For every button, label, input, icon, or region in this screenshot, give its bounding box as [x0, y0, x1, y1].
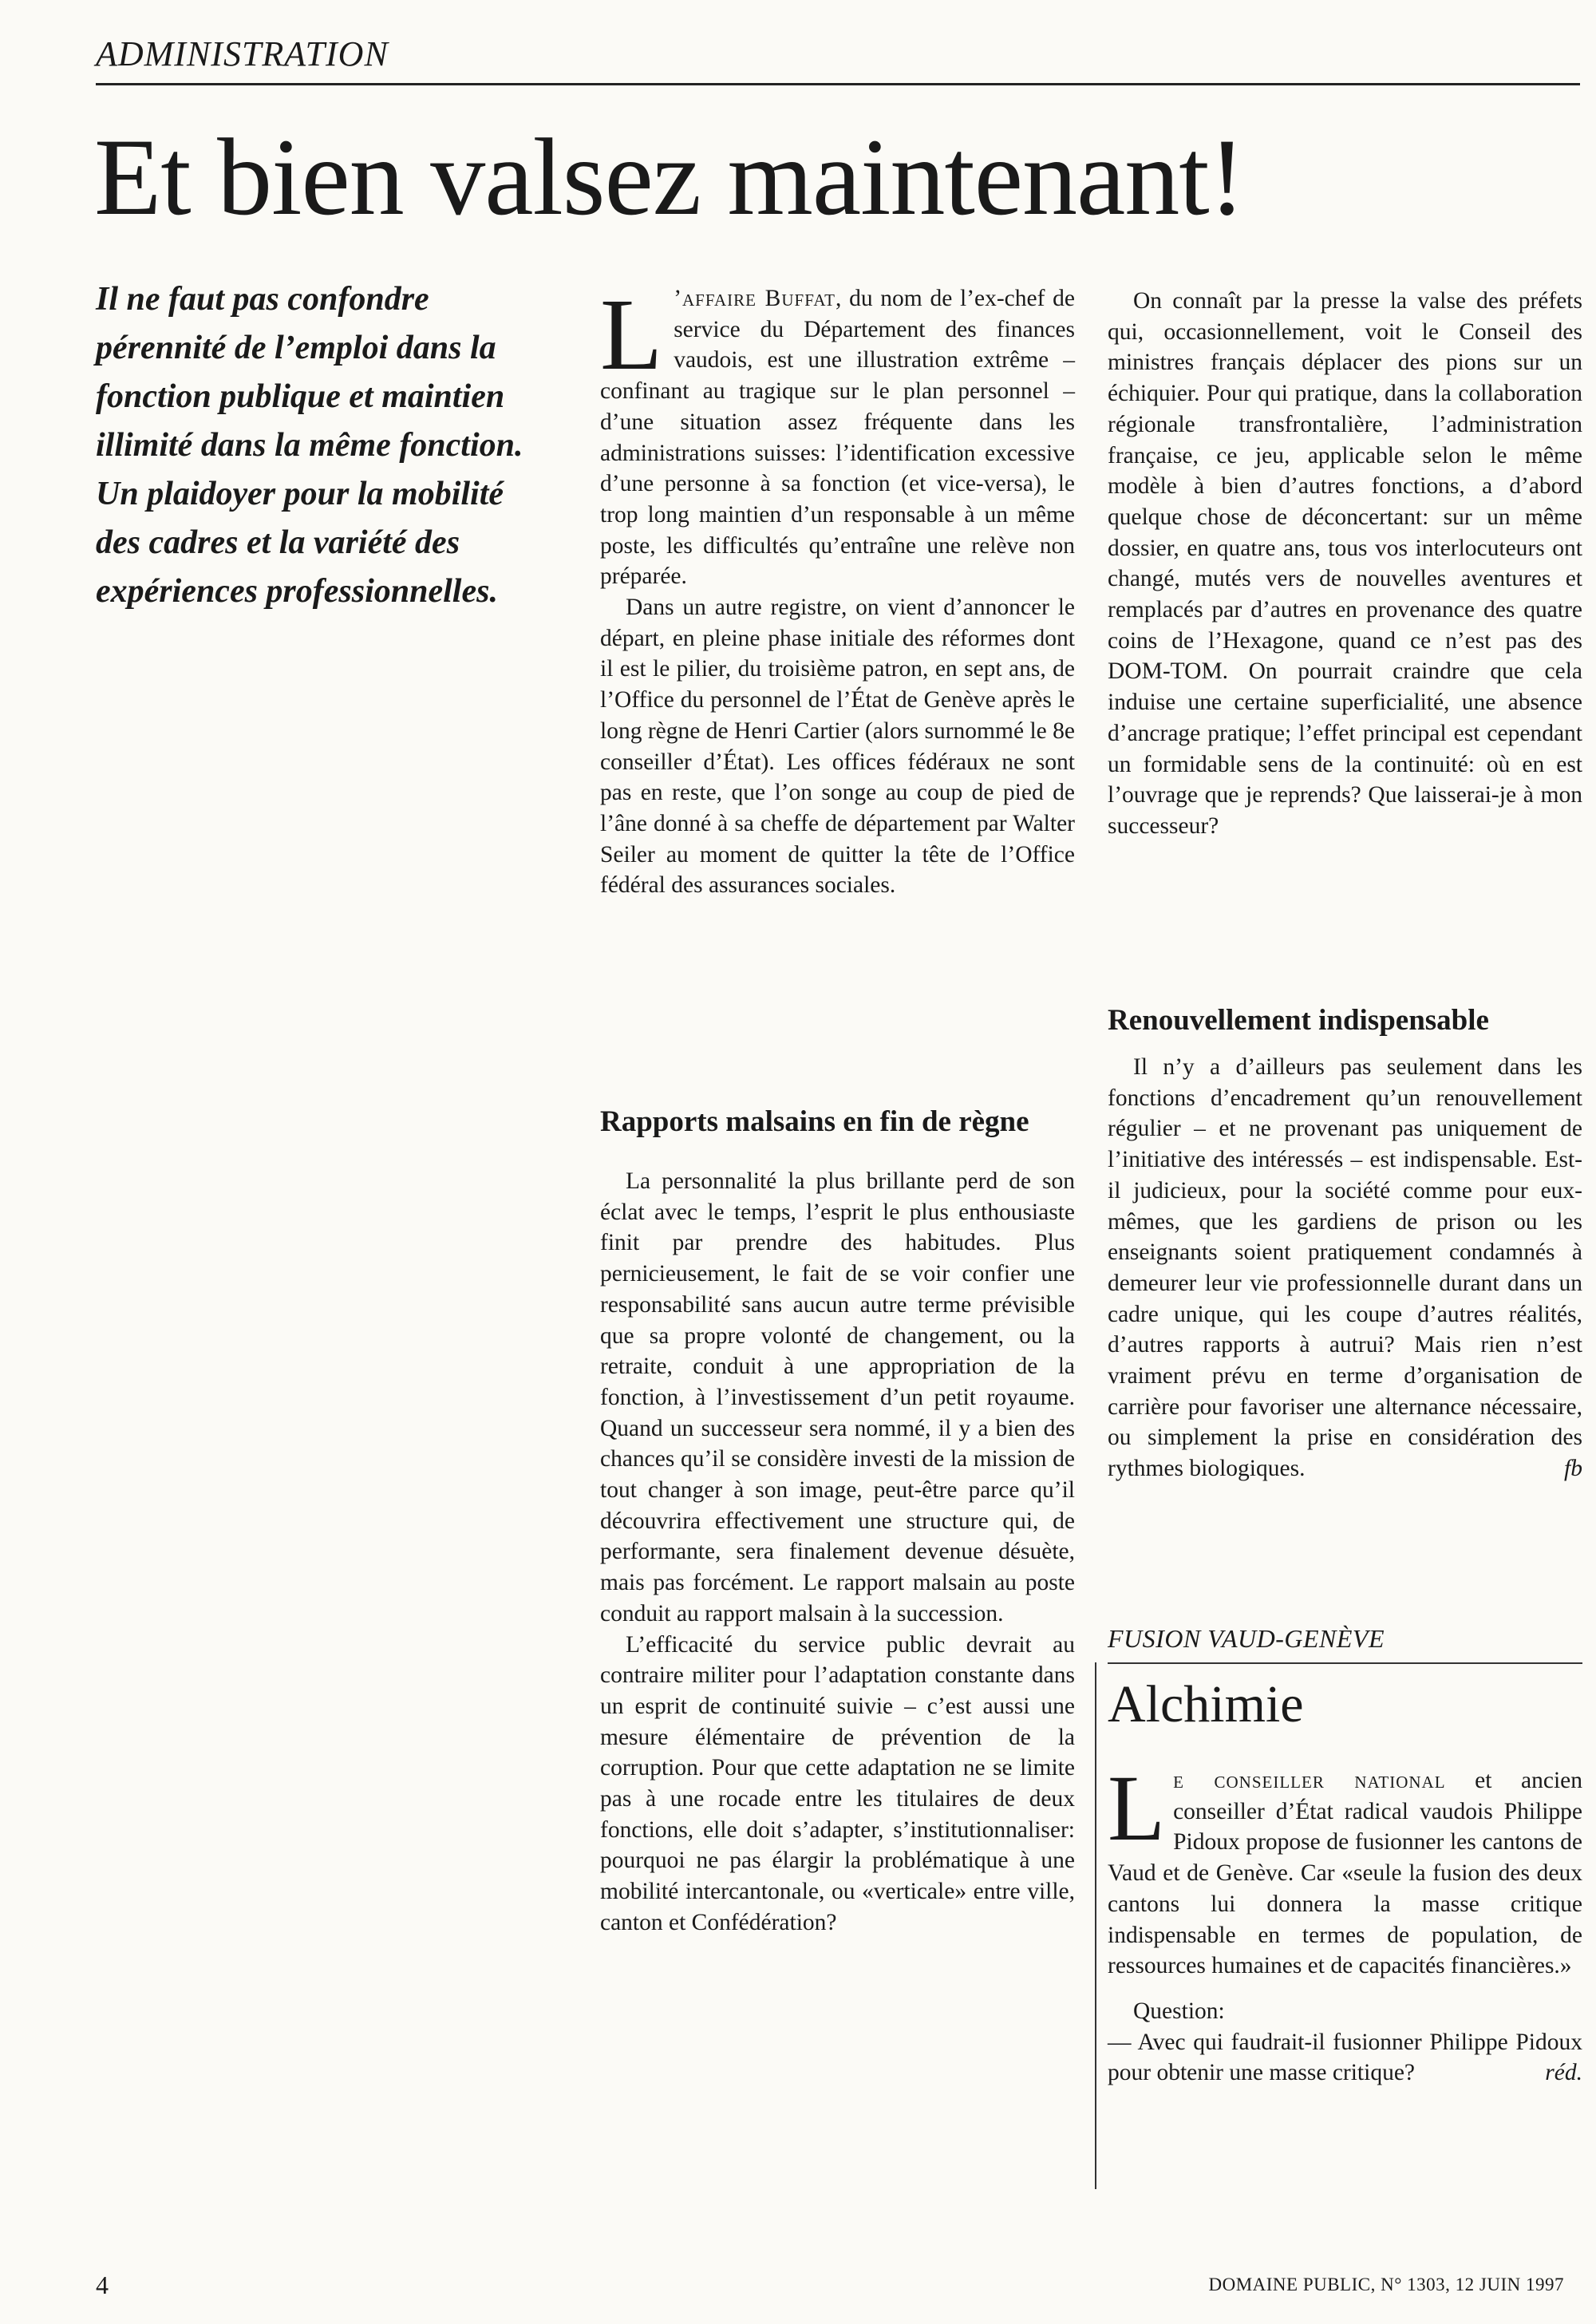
- headline: Et bien valsez maintenant!: [94, 116, 1245, 238]
- sidebar-title: Alchimie: [1108, 1675, 1304, 1733]
- subhead-renouvellement: Renouvellement indispensable: [1108, 1004, 1489, 1037]
- section-rubric: ADMINISTRATION: [96, 34, 389, 73]
- article-column-2-lower: [1108, 1004, 1582, 1484]
- article-paragraph-6: [1108, 1052, 1582, 1484]
- lede-line-2: Un plaidoyer pour la mobilité des cadres et la variété des expériences professionnelles.: [96, 476, 504, 610]
- lede-line-1: Il ne faut pas confondre pérennité de l’emploi dans la fonction publique et maintien illimité dans la même fonction.: [96, 281, 523, 464]
- article-paragraph-5: On connaît par la presse la valse des préfets qui, occasionnellement, voit le Conseil des ministres français déplacer des pions sur un échiquier. Pour qui pratique, dans la collaboration régionale transfrontalière, l’administration française, ce jeu, applicable selon le même modèle à bien d’autres fonctions, a d’abord quelque chose de déconcertant: sur un même dossier, en quatre ans, tous vos interlocuteurs ont changé, mutés vers de nouvelles aventures et remplacés par d’autres en provenance des quatre coins de l’Hexagone, quand ce n’est pas des DOM-TOM. On pourrait craindre que cela induise une certaine superficialité, une absence d’ancrage pratique; l’effet principal est cependant un formidable sens de la continuité: où en est l’ouvrage que je reprends? Que laisserai-je à mon successeur?: [1108, 288, 1582, 839]
- paragraph-text: Il n’y a d’ailleurs pas seulement dans les fonctions d’encadrement qu’un renouvellement régulier – et ne provenant pas uniquement de l’initiative des intéressés – est indispensable. Est-il judicieux, pour la société comme pour eux-mêmes, que les gardiens de prison ou les enseignants soient pratiquement condamnés à demeurer leur vie professionnelle durant dans un cadre unique, qui les coupe d’autres réalités, d’autres rapports à autrui? Mais rien n’est vraiment prévu en terme d’organisation de carrière pour favoriser une alternance nécessaire, ou simplement la prise en considération des rythmes biologiques.: [1108, 1054, 1582, 1482]
- lede: [96, 275, 543, 616]
- subhead-rapports: Rapports malsains en fin de règne: [600, 1105, 1029, 1138]
- publication-info: DOMAINE PUBLIC, N° 1303, 12 JUIN 1997: [1208, 2275, 1564, 2294]
- article-paragraph-2: Dans un autre registre, on vient d’annoncer le départ, en pleine phase initiale des réformes dont il est le pilier, du troisième patron, en sept ans, de l’Office du personnel de l’État de Genève après le long règne de Henri Cartier (alors surnommé le 8e conseiller d’État). Les offices fédéraux ne sont pas en reste, que l’on songe au coup de pied de l’âne donné à sa cheffe de département par Walter Seiler au moment de quitter la tête de l’Office fédéral des assurances sociales.: [600, 595, 1075, 899]
- paragraph-text: , du nom de l’ex-chef de service du Département des finances vaudois, est une illustration extrême – confinant au tragique sur le plan personnel – d’une situation assez fréquente dans les administrations suisses: l’identification excessive d’une personne à sa fonction (et vice-versa), le trop long maintien d’un responsable à un même poste, les difficultés qu’entraîne une relève non préparée.: [600, 286, 1075, 590]
- article-column-1: [600, 278, 1075, 901]
- sidebar-vertical-rule: [1095, 1662, 1096, 2189]
- drop-cap: L: [600, 278, 663, 391]
- signature: fb: [1564, 1456, 1582, 1482]
- sidebar-text: et ancien conseiller d’État radical vaudois Philippe Pidoux propose de fusionner les cantons de Vaud et de Genève. Car «seule la fusion des deux cantons lui donnera la masse critique indispensable en termes de population, de ressources humaines et de capacités financières.»: [1108, 1768, 1582, 1979]
- answer-text: — Avec qui faudrait-il fusionner Philippe Pidoux pour obtenir une masse critique?: [1108, 2029, 1582, 2086]
- sidebar-question: Question:: [1133, 1998, 1225, 2024]
- article-paragraph-4: L’efficacité du service public devrait au contraire militer pour l’adaptation constante dans un esprit de continuité suivie – c’est aussi une mesure élémentaire de prévention de la corruption. Pour que cette adaptation ne se limite pas à une rocade entre les titulaires de deux fonctions, elle doit s’adapter, s’institutionnaliser: pourquoi ne pas élargir la problématique à une mobilité intercantonale, ou «verticale» entre ville, canton et Confédération?: [600, 1631, 1075, 1935]
- sidebar-paragraph-1: [1108, 1756, 1582, 1982]
- sidebar-answer: [1108, 2027, 1582, 2089]
- page-number: 4: [96, 2271, 109, 2299]
- sidebar-rubric: FUSION VAUD-GENÈVE: [1108, 1624, 1385, 1653]
- sidebar-body: [1108, 1756, 1582, 2089]
- sidebar-rule: [1108, 1662, 1582, 1664]
- article-paragraph-3: La personnalité la plus brillante perd de son éclat avec le temps, l’esprit le plus enthousiaste finit par prendre des habitudes. Plus pernicieusement, le fait de se voir confier une responsabilité sans aucun autre terme prévisible que sa propre volonté de changement, ou la retraite, conduit à une appropriation de la fonction, à l’investissement d’un petit royaume. Quand un successeur sera nommé, il y a bien des chances qu’il se considère investi de la mission de tout changer à son image, peut-être parce qu’il découvrira effectivement une structure qui, de performante, sera finalement devenue désuète, mais pas forcément. Le rapport malsain au poste conduit au rapport malsain à la succession.: [600, 1168, 1075, 1626]
- lead-smallcaps: ’affaire Buffat: [674, 286, 836, 311]
- sidebar-lead-smallcaps: e conseiller national: [1173, 1768, 1446, 1793]
- article-column-1-lower: [600, 1105, 1075, 1939]
- article-paragraph-1: [600, 278, 1075, 592]
- sidebar-drop-cap: L: [1108, 1756, 1166, 1860]
- article-column-2: [1108, 286, 1582, 842]
- top-rule: [96, 83, 1580, 85]
- sidebar-signature: réd.: [1545, 2060, 1582, 2086]
